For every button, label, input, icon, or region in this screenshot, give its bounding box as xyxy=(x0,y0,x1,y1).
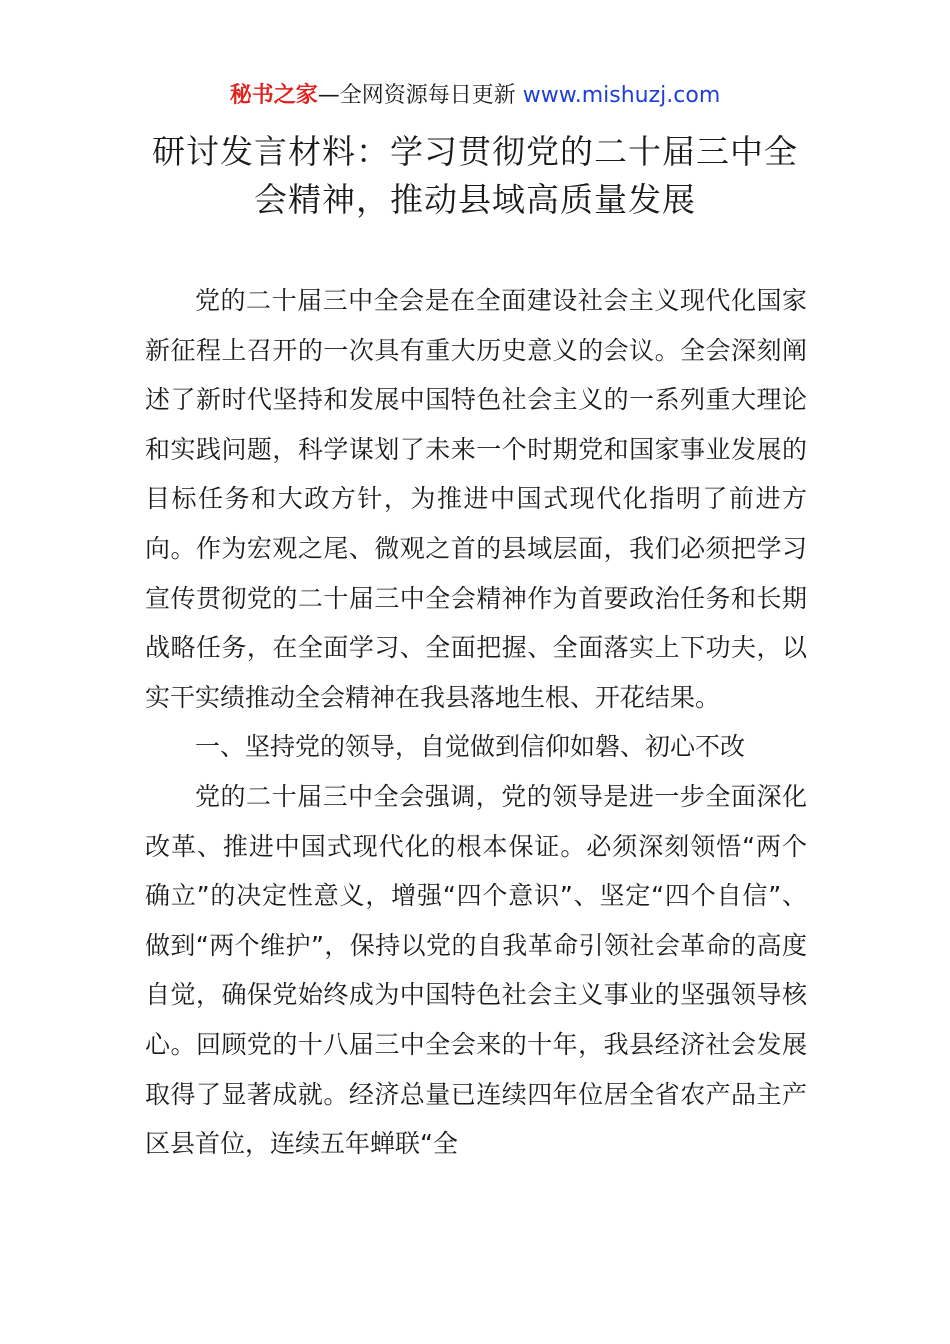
site-url-link[interactable]: www.mishuzj.com xyxy=(522,83,721,108)
document-title: 研讨发言材料：学习贯彻党的二十届三中全会精神，推动县域高质量发展 xyxy=(152,132,798,219)
site-header xyxy=(0,80,950,112)
intro-paragraph: 党的二十届三中全会是在全面建设社会主义现代化国家新征程上召开的一次具有重大历史意义的会议。全会深刻阐述了新时代坚持和发展中国特色社会主义的一系列重大理论和实践问题，科学谋划了未来一个时期党和国家事业发展的目标任务和大政方针，为推进中国式现代化指明了前进方向。作为宏观之尾、微观之首的县域层面，我们必须把学习宣传贯彻党的二十届三中全会精神作为首要政治任务和长期战略任务，在全面学习、全面把握、全面落实上下功夫，以实干实绩推动全会精神在我县落地生根、开花结果。 xyxy=(145,286,807,712)
header-tagline: —全网资源每日更新 xyxy=(317,83,523,108)
document-body xyxy=(145,276,807,1169)
brand-name: 秘书之家 xyxy=(229,83,318,108)
section-1-paragraph: 党的二十届三中全会强调，党的领导是进一步全面深化改革、推进中国式现代化的根本保证。必须深刻领悟“两个确立”的决定性意义，增强“四个意识”、坚定“四个自信”、做到“两个维护”，保持以党的自我革命引领社会革命的高度自觉，确保党始终成为中国特色社会主义事业的坚强领导核心。回顾党的十八届三中全会来的十年，我县经济社会发展取得了显著成就。经济总量已连续四年位居全省农产品主产区县首位，连续五年蝉联“全 xyxy=(145,781,807,1159)
section-heading-1: 一、坚持党的领导，自觉做到信仰如磐、初心不改 xyxy=(195,732,746,762)
